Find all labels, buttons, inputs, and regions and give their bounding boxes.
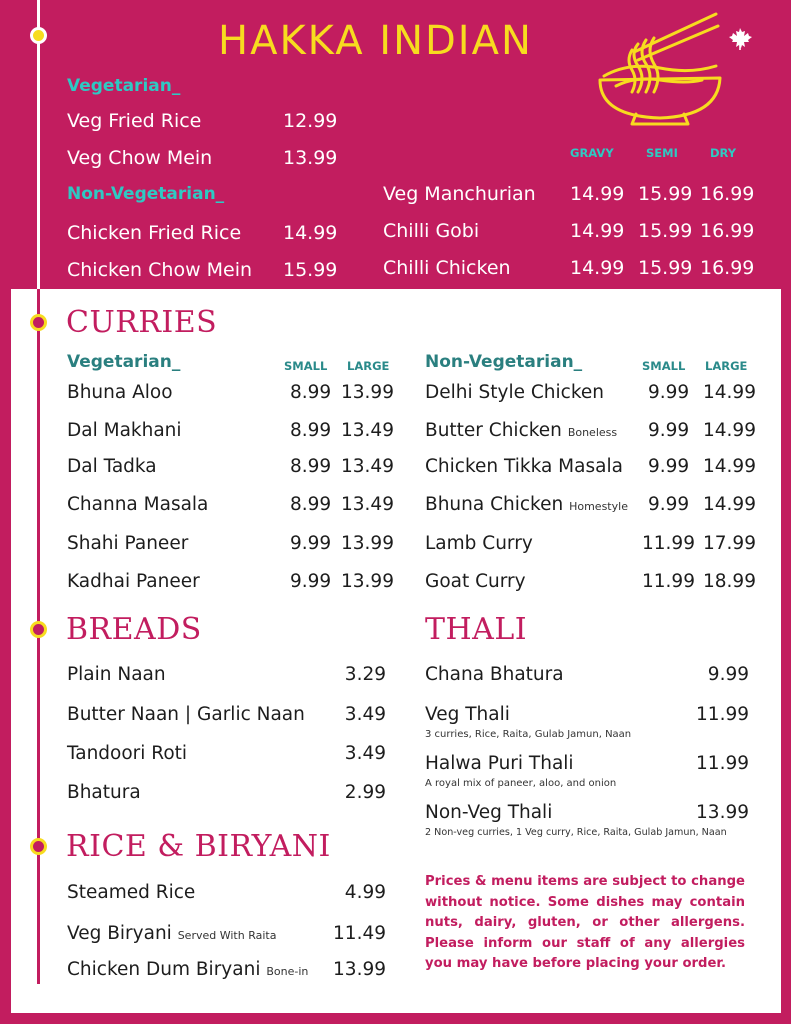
menu-item-name: Chicken Tikka Masala	[425, 456, 623, 477]
price-small: 9.99	[648, 382, 690, 403]
price-semi: 15.99	[638, 257, 693, 279]
price-gravy: 14.99	[570, 257, 625, 279]
section-title-rice-biryani: RICE & BIRYANI	[66, 829, 331, 864]
price-small: 11.99	[642, 533, 695, 554]
price-large: 13.49	[341, 456, 394, 477]
item-description: A royal mix of paneer, aloo, and onion	[425, 778, 617, 789]
menu-item-name: Butter Naan | Garlic Naan	[67, 704, 305, 725]
menu-item-name: Chilli Chicken	[383, 257, 511, 279]
item-description: 3 curries, Rice, Raita, Gulab Jamun, Naan	[425, 729, 632, 740]
price-large: 14.99	[703, 494, 756, 515]
menu-item-price: 11.49	[333, 923, 386, 944]
col-header-small: SMALL	[642, 359, 686, 373]
menu-item-name: Chicken Fried Rice	[67, 222, 242, 244]
col-header-large: LARGE	[347, 359, 390, 373]
item-name-text: Butter Chicken	[425, 420, 562, 441]
timeline-dot-breads	[30, 621, 47, 638]
menu-item-name: Plain Naan	[67, 664, 166, 685]
item-note: Boneless	[567, 426, 618, 439]
section-title-thali: THALI	[425, 612, 528, 647]
price-small: 8.99	[290, 494, 332, 515]
nonveg-heading: Non-Vegetarian_	[67, 184, 225, 204]
page-title: HAKKA INDIAN	[218, 18, 533, 64]
item-note: Served With Raita	[177, 929, 277, 942]
menu-item-name: Lamb Curry	[425, 533, 533, 554]
menu-item-name: Non-Veg Thali	[425, 802, 553, 823]
section-title-breads: BREADS	[66, 612, 202, 647]
menu-item-name: Tandoori Roti	[67, 743, 188, 764]
menu-item-price: 3.49	[344, 704, 386, 725]
menu-item-name	[425, 494, 628, 515]
timeline-dot-curries	[30, 314, 47, 331]
item-description: 2 Non-veg curries, 1 Veg curry, Rice, Raita, Gulab Jamun, Naan	[425, 827, 727, 838]
price-large: 13.49	[341, 494, 394, 515]
item-note: Homestyle	[569, 500, 628, 513]
price-large: 14.99	[703, 420, 756, 441]
noodle-bowl-icon	[594, 10, 724, 128]
price-large: 17.99	[703, 533, 756, 554]
price-gravy: 14.99	[570, 183, 625, 205]
menu-item-name: Veg Thali	[425, 704, 510, 725]
menu-item-name: Halwa Puri Thali	[425, 753, 574, 774]
price-large: 13.99	[341, 571, 394, 592]
menu-item-price: 15.99	[283, 259, 338, 281]
menu-item-name: Kadhai Paneer	[67, 571, 200, 592]
price-small: 8.99	[290, 382, 332, 403]
maple-leaf-icon	[728, 27, 752, 51]
menu-item-price: 3.49	[344, 743, 386, 764]
menu-item-price: 11.99	[696, 753, 749, 774]
menu-item-name: Veg Manchurian	[383, 183, 536, 205]
menu-item-name: Chilli Gobi	[383, 220, 480, 242]
price-small: 9.99	[648, 420, 690, 441]
price-small: 8.99	[290, 420, 332, 441]
price-gravy: 14.99	[570, 220, 625, 242]
menu-item-name: Shahi Paneer	[67, 533, 189, 554]
price-large: 13.49	[341, 420, 394, 441]
menu-item-name: Chicken Chow Mein	[67, 259, 253, 281]
timeline-dot-top	[30, 27, 47, 44]
price-semi: 15.99	[638, 183, 693, 205]
menu-item-name: Channa Masala	[67, 494, 209, 515]
allergy-notice: Prices & menu items are subject to change without notice. Some dishes may contain nuts, dairy, gluten, or other allergens. Please inform our staff of any allergies you may have before placing your order.	[425, 874, 745, 971]
menu-item-name: Goat Curry	[425, 571, 526, 592]
menu-item-name: Bhuna Aloo	[67, 382, 173, 403]
col-header-gravy: GRAVY	[570, 146, 614, 160]
col-header-small: SMALL	[284, 359, 328, 373]
item-name-text: Veg Biryani	[67, 923, 172, 944]
menu-item-price: 9.99	[707, 664, 749, 685]
menu-item-name	[67, 959, 308, 980]
col-header-dry: DRY	[710, 146, 737, 160]
col-header-semi: SEMI	[646, 146, 678, 160]
menu-item-price: 2.99	[344, 782, 386, 803]
menu-item-name: Veg Fried Rice	[67, 110, 202, 132]
price-large: 13.99	[341, 382, 394, 403]
price-small: 9.99	[290, 571, 332, 592]
price-dry: 16.99	[700, 257, 755, 279]
price-small: 11.99	[642, 571, 695, 592]
price-large: 14.99	[703, 456, 756, 477]
price-semi: 15.99	[638, 220, 693, 242]
menu-item-price: 13.99	[696, 802, 749, 823]
price-small: 8.99	[290, 456, 332, 477]
menu-item-price: 11.99	[696, 704, 749, 725]
menu-item-name: Delhi Style Chicken	[425, 382, 604, 403]
price-dry: 16.99	[700, 220, 755, 242]
price-small: 9.99	[290, 533, 332, 554]
item-note: Bone-in	[266, 965, 309, 978]
price-small: 9.99	[648, 456, 690, 477]
col-header-large: LARGE	[705, 359, 748, 373]
price-large: 18.99	[703, 571, 756, 592]
menu-item-name: Veg Chow Mein	[67, 147, 213, 169]
curries-veg-heading: Vegetarian_	[67, 352, 181, 372]
menu-item-price: 12.99	[283, 110, 338, 132]
menu-item-name: Steamed Rice	[67, 882, 196, 903]
veg-heading: Vegetarian_	[67, 76, 181, 96]
price-small: 9.99	[648, 494, 690, 515]
price-large: 14.99	[703, 382, 756, 403]
price-dry: 16.99	[700, 183, 755, 205]
price-large: 13.99	[341, 533, 394, 554]
menu-item-price: 13.99	[283, 147, 338, 169]
menu-item-price: 14.99	[283, 222, 338, 244]
item-name-text: Bhuna Chicken	[425, 494, 564, 515]
section-title-curries: CURRIES	[66, 305, 218, 340]
menu-item-name: Dal Tadka	[67, 456, 157, 477]
timeline-dot-rice	[30, 838, 47, 855]
menu-item-price: 4.99	[344, 882, 386, 903]
menu-item-name: Bhatura	[67, 782, 141, 803]
menu-item-name: Chana Bhatura	[425, 664, 564, 685]
curries-nonveg-heading: Non-Vegetarian_	[425, 352, 583, 372]
item-name-text: Chicken Dum Biryani	[67, 959, 261, 980]
menu-item-name	[67, 923, 276, 944]
menu-item-name: Dal Makhani	[67, 420, 182, 441]
menu-item-price: 3.29	[344, 664, 386, 685]
menu-item-price: 13.99	[333, 959, 386, 980]
menu-item-name	[425, 420, 617, 441]
